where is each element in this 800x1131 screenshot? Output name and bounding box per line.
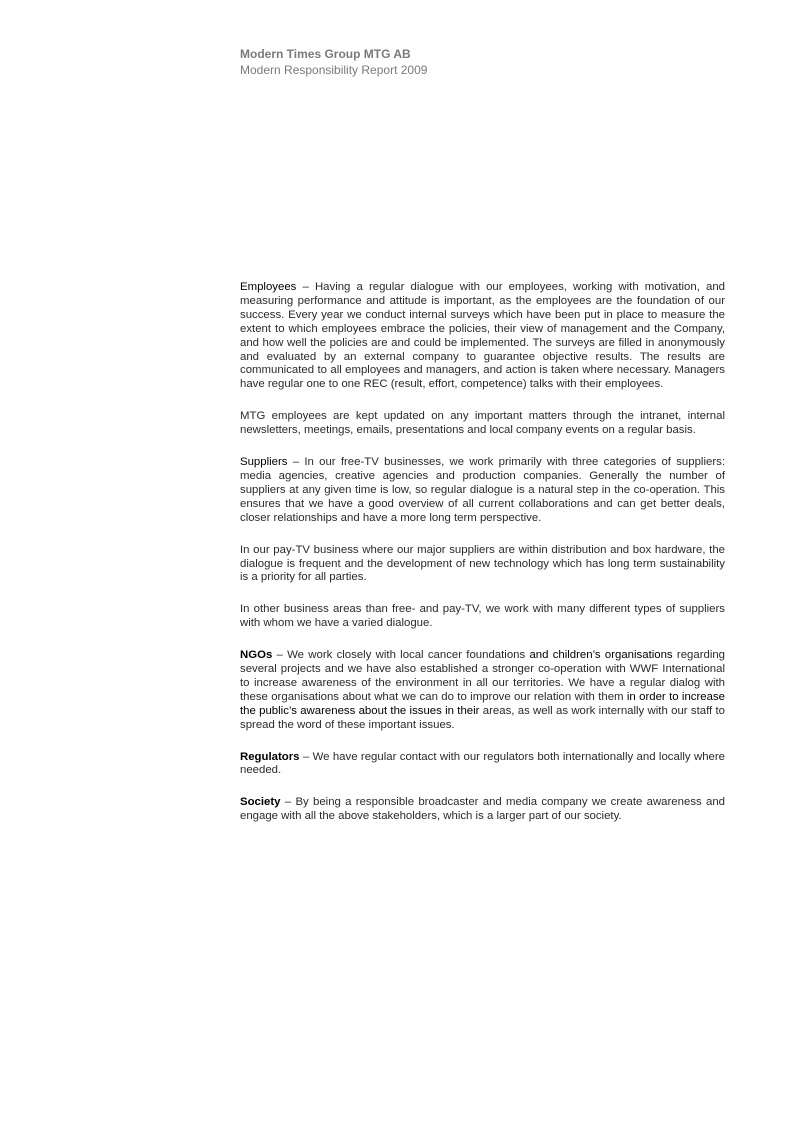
regulators-text: We have regular contact with our regulators both internationally and locally where needed. xyxy=(240,750,725,777)
report-title: Modern Responsibility Report 2009 xyxy=(240,63,428,77)
regulators-dash: – xyxy=(299,750,313,763)
suppliers-heading: Suppliers xyxy=(240,456,288,469)
society-text: By being a responsible broadcaster and media company we create awareness and engage with all the above stakeholders, which is a larger part of our society. xyxy=(240,796,725,823)
regulators-heading: Regulators xyxy=(240,750,300,763)
employees-paragraph xyxy=(240,281,725,392)
ngos-text-2: regarding several projects and we have also established a stronger co-operation with WWF International to increase awareness of the environment in all our territories. We have a regular dialog with these organisations about what we can do to improve our relation with them xyxy=(240,649,726,703)
other-areas-text: In other business areas than free- and pay-TV, we work with many different types of suppliers with whom we have a varied dialogue. xyxy=(240,603,725,630)
employees-text: Having a regular dialogue with our employees, working with motivation, and measuring performance and attitude is important, as the employees are the foundation of our success. Every year we conduct internal surveys which have been put in place to measure the extent to which employees embrace the policies, their view of management and the Company, and how well the policies are and could be implemented. The surveys are filled in anonymously and evaluated by an external company to guarantee objective results. The results are communicated to all employees and managers, and action is taken where necessary. Managers have regular one to one REC (result, effort, competence) talks with their employees. xyxy=(240,281,725,391)
regulators-paragraph xyxy=(240,751,725,779)
ngos-emphasis-1: and children’s organisations xyxy=(529,649,673,662)
suppliers-text: In our free-TV businesses, we work primarily with three categories of suppliers: media agencies, creative agencies and production companies. Generally the number of suppliers at any given time is low, so regular dialogue is a natural step in the co-operation. This ensures that we have a good overview of all current collaborations and can get better deals, closer relationships and have a more long term perspective. xyxy=(240,456,725,524)
employees-heading: Employees xyxy=(240,281,297,293)
pay-tv-text: In our pay-TV business where our major suppliers are within distribution and box hardware, the dialogue is frequent and the development of new technology which has long term sustainability is a priority for all parties. xyxy=(240,543,725,584)
other-areas-paragraph xyxy=(240,603,725,631)
society-paragraph xyxy=(240,796,725,824)
ngos-paragraph xyxy=(240,649,725,732)
society-dash: – xyxy=(280,796,296,809)
page-header xyxy=(240,46,725,78)
employees-dash: – xyxy=(296,281,315,293)
ngos-text-1: We work closely with local cancer foundations xyxy=(287,649,530,662)
ngos-text-3: areas, as well as work internally with our staff to spread the word of these important issues. xyxy=(240,704,725,731)
employees-updates-text: MTG employees are kept updated on any important matters through the intranet, internal newsletters, meetings, emails, presentations and local company events on a regular basis. xyxy=(240,410,725,437)
ngos-dash: – xyxy=(272,649,288,662)
society-heading: Society xyxy=(240,796,281,809)
ngos-heading: NGOs xyxy=(240,649,273,662)
company-name: Modern Times Group MTG AB xyxy=(240,47,411,61)
pay-tv-paragraph xyxy=(240,544,725,586)
document-body xyxy=(240,281,725,842)
employees-updates-paragraph xyxy=(240,410,725,438)
suppliers-paragraph xyxy=(240,456,725,526)
suppliers-dash: – xyxy=(287,456,305,469)
ngos-emphasis-2: in order to increase the public’s awareness about the issues in their xyxy=(240,690,725,717)
